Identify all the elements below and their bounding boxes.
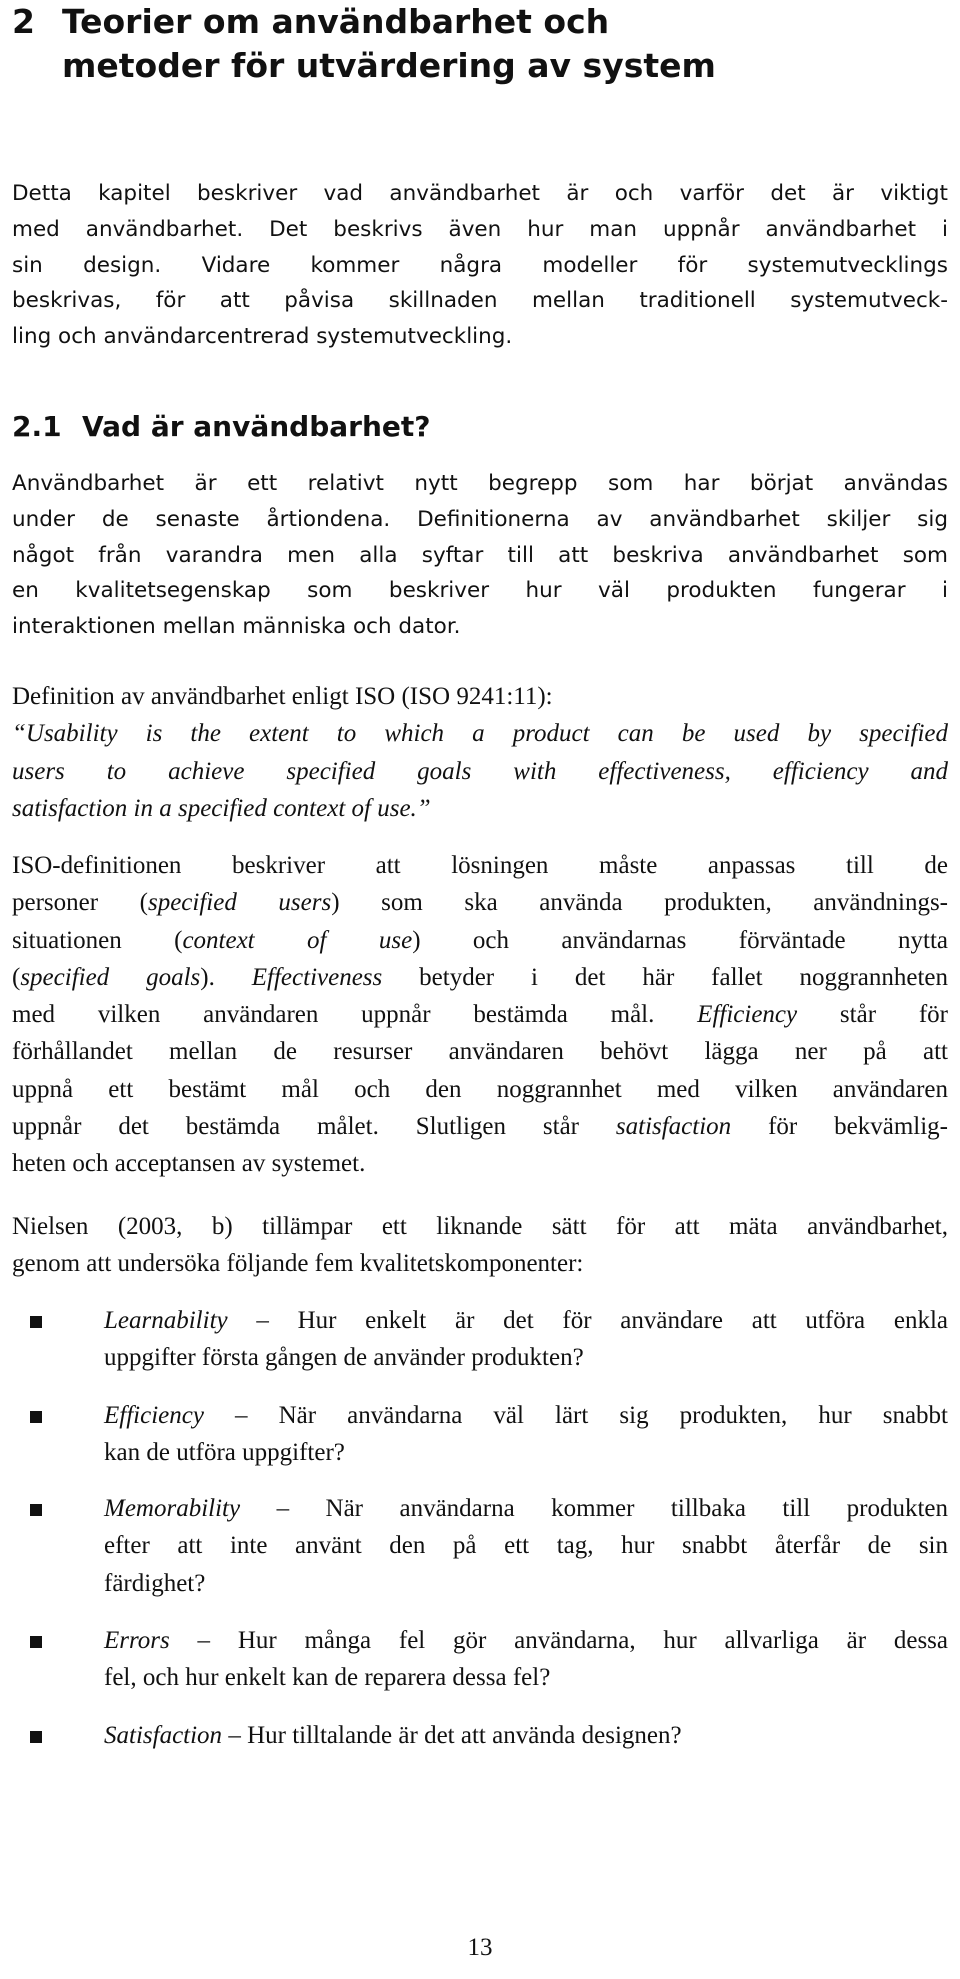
iso-definition xyxy=(12,678,948,827)
text-run: situationen ( xyxy=(12,926,183,954)
text-line: Detta kapitel beskriver vad användbarhet är och varför det är viktigt xyxy=(12,181,948,206)
text-line: färdighet? xyxy=(104,1569,206,1597)
iso-explanation-paragraph xyxy=(12,847,948,1183)
square-bullet-icon xyxy=(30,1636,42,1648)
text-line: efter att inte använt den på ett tag, hur snabbt återfår de sin xyxy=(104,1532,948,1560)
text-line: under de senaste årtiondena. Definitionerna av användbarhet skiljer sig xyxy=(12,506,948,532)
text-line xyxy=(12,884,948,921)
text-line xyxy=(12,847,948,884)
emphasis: satisfaction xyxy=(615,1113,732,1141)
emphasis: context of use xyxy=(182,926,413,954)
text-run: personer ( xyxy=(12,889,148,917)
text-run: – Hur tilltalande är det att använda designen? xyxy=(222,1722,682,1749)
text-line xyxy=(104,1302,948,1339)
text-run: ) som ska använda produkten, användnings- xyxy=(331,889,948,917)
text-line: interaktionen mellan människa och dator. xyxy=(12,614,461,640)
text-line: kan de utföra uppgifter? xyxy=(104,1439,345,1467)
text-run: står för xyxy=(797,1001,948,1029)
text-line xyxy=(12,959,948,996)
page-number: 13 xyxy=(467,1934,493,1961)
text-run: ISO-definitionen beskriver att lösningen måste anpassas till de xyxy=(12,852,948,879)
component-term: Memorability xyxy=(104,1495,241,1522)
list-item-text xyxy=(104,1397,948,1472)
section-heading xyxy=(12,407,431,447)
text-line: beskrivas, för att påvisa skillnaden mellan traditionell systemutveck- xyxy=(12,288,948,314)
nielsen-paragraph xyxy=(12,1208,948,1283)
definition-quote-line: users to achieve specified goals with effectiveness, efficiency and xyxy=(12,757,948,785)
text-line: ling och användarcentrerad systemutveckling. xyxy=(12,324,513,350)
list-item-text xyxy=(104,1490,948,1602)
text-run: betyder i det här fallet noggrannheten xyxy=(382,963,949,991)
square-bullet-icon xyxy=(30,1731,42,1743)
section-number: 2.1 xyxy=(12,410,62,443)
text-run: ). xyxy=(200,963,252,991)
text-line: uppgifter första gången de använder produkten? xyxy=(104,1344,584,1372)
definition-intro: Definition av användbarhet enligt ISO (ISO 9241:11): xyxy=(12,683,553,710)
text-run: med vilken användaren uppnår bestämda mål. xyxy=(12,1001,698,1029)
text-line: med användbarhet. Det beskrivs även hur man uppnår användbarhet i xyxy=(12,216,948,242)
text-run: ) och användarnas förväntade nytta xyxy=(412,926,949,954)
chapter-title-line: Teorier om användbarhet och xyxy=(62,2,610,41)
text-line xyxy=(12,1033,948,1070)
text-line xyxy=(12,996,948,1033)
intro-paragraph xyxy=(12,176,948,355)
text-run: ( xyxy=(12,963,21,991)
text-run: – Hur många fel gör användarna, hur allvarliga är dessa xyxy=(169,1627,948,1654)
emphasis: specified goals xyxy=(20,963,201,991)
text-line xyxy=(12,1145,948,1182)
text-line: en kvalitetsegenskap som beskriver hur väl produkten fungerar i xyxy=(12,578,948,604)
component-term: Efficiency xyxy=(104,1402,204,1429)
component-term: Satisfaction xyxy=(104,1722,223,1749)
chapter-title-line: metoder för utvärdering av system xyxy=(62,46,716,85)
square-bullet-icon xyxy=(30,1316,42,1328)
text-line: Användbarhet är ett relativt nytt begrepp som har börjat användas xyxy=(12,471,948,496)
component-term: Errors xyxy=(104,1627,170,1654)
text-line: genom att undersöka följande fem kvalitetskomponenter: xyxy=(12,1250,584,1278)
square-bullet-icon xyxy=(30,1504,42,1516)
emphasis: Efficiency xyxy=(697,1001,798,1029)
text-line xyxy=(104,1490,948,1527)
component-term: Learnability xyxy=(104,1307,228,1334)
text-line xyxy=(104,1397,948,1434)
text-line xyxy=(104,1622,948,1659)
definition-quote-line: satisfaction in a specified context of use.” xyxy=(12,794,431,822)
chapter-title xyxy=(62,0,942,88)
text-run: – När användarna väl lärt sig produkten, hur snabbt xyxy=(203,1402,948,1429)
text-run: – Hur enkelt är det för användare att utföra enkla xyxy=(227,1307,948,1334)
text-line xyxy=(104,1717,948,1754)
text-run: förhållandet mellan de resurser användaren behövt lägga ner på att xyxy=(12,1038,948,1066)
text-run: uppnår det bestämda målet. Slutligen står xyxy=(12,1113,616,1141)
list-item-text xyxy=(104,1622,948,1697)
list-item-text xyxy=(104,1717,948,1754)
emphasis: specified users xyxy=(147,889,332,917)
text-line: fel, och hur enkelt kan de reparera dessa fel? xyxy=(104,1664,551,1692)
text-line: Nielsen (2003, b) tillämpar ett liknande sätt för att mäta användbarhet, xyxy=(12,1213,948,1240)
text-line: något från varandra men alla syftar till att beskriva användbarhet som xyxy=(12,542,948,568)
text-line xyxy=(12,922,948,959)
chapter-number: 2 xyxy=(12,2,35,41)
text-run: för bekvämlig- xyxy=(731,1113,948,1141)
text-line xyxy=(12,1071,948,1108)
text-run: heten och acceptansen av systemet. xyxy=(12,1150,366,1178)
emphasis: Effectiveness xyxy=(251,963,383,991)
text-line xyxy=(12,1108,948,1145)
section-title: Vad är användbarhet? xyxy=(82,410,431,443)
square-bullet-icon xyxy=(30,1411,42,1423)
text-line: sin design. Vidare kommer några modeller för systemutvecklings xyxy=(12,252,948,278)
text-run: uppnå ett bestämt mål och den noggrannhet med vilken användaren xyxy=(12,1075,948,1103)
definition-quote-line: “Usability is the extent to which a product can be used by specified xyxy=(12,720,948,748)
text-run: – När användarna kommer tillbaka till produkten xyxy=(240,1495,948,1522)
list-item-text xyxy=(104,1302,948,1377)
usability-paragraph xyxy=(12,466,948,645)
